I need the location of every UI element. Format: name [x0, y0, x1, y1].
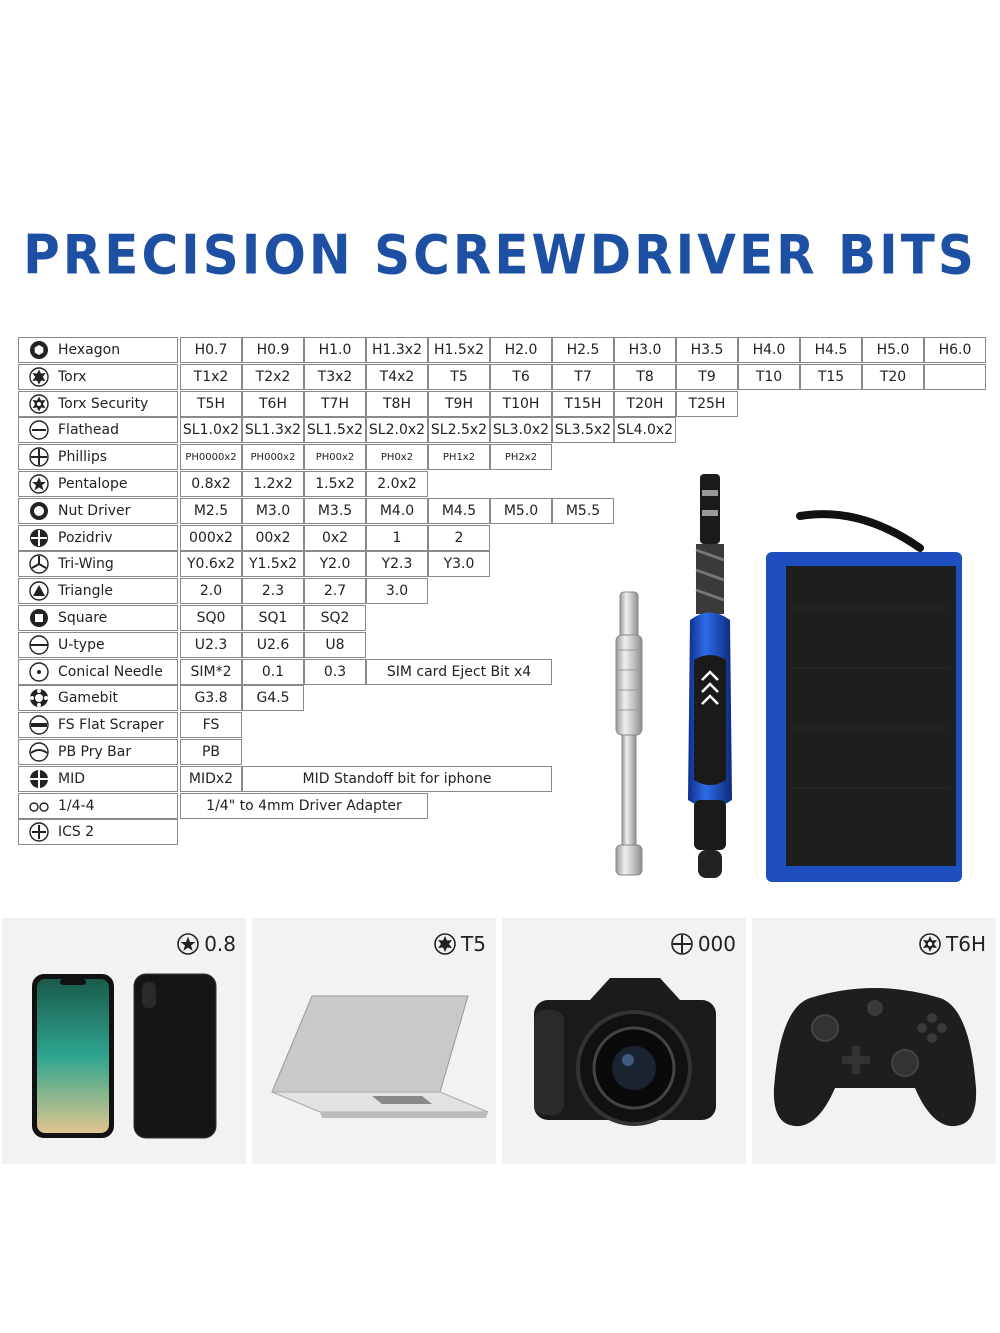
bit-size-cell: T20H: [614, 391, 676, 417]
adapter-icon: [28, 795, 50, 817]
bit-size-cell: MIDx2: [180, 766, 242, 792]
gamebit-icon: [28, 687, 50, 709]
table-row: [18, 391, 988, 418]
camera-image: [530, 970, 720, 1140]
bit-size-cell: Y2.0: [304, 551, 366, 577]
bit-type-label: [18, 578, 178, 604]
bit-type-name: Hexagon: [58, 342, 121, 358]
bit-type-name: Pentalope: [58, 476, 128, 492]
bit-size-cell: 0.8x2: [180, 471, 242, 497]
laptop-panel: [252, 918, 496, 1164]
bit-size-cell: T20: [862, 364, 924, 390]
bit-size-cell: M4.5: [428, 498, 490, 524]
bit-size-cell: H5.0: [862, 337, 924, 363]
bit-size-cell: SQ0: [180, 605, 242, 631]
iphone-image: [30, 970, 220, 1140]
panel-label: T5: [461, 932, 486, 956]
conical-needle-icon: [28, 661, 50, 683]
bit-type-name: Flathead: [58, 422, 119, 439]
bit-size-cell: 1.5x2: [304, 471, 366, 497]
bit-size-cell: H4.0: [738, 337, 800, 363]
mid-icon: [28, 768, 50, 790]
square-icon: [28, 607, 50, 629]
pentalope-icon: [28, 473, 50, 495]
bit-type-label: [18, 471, 178, 497]
bit-size-cell: U2.3: [180, 632, 242, 658]
bit-size-cell: T4x2: [366, 364, 428, 390]
bit-size-cell: SL2.5x2: [428, 417, 490, 443]
bit-size-cell: T15H: [552, 391, 614, 417]
bit-size-cell: M3.0: [242, 498, 304, 524]
bit-size-cell: H0.7: [180, 337, 242, 363]
bit-size-cell: SL1.3x2: [242, 417, 304, 443]
bit-size-cell: M3.5: [304, 498, 366, 524]
bit-note-cell: 1/4" to 4mm Driver Adapter: [180, 793, 428, 819]
bit-type-label: [18, 525, 178, 551]
bit-size-cell: SQ2: [304, 605, 366, 631]
bit-size-cell: H6.0: [924, 337, 986, 363]
bit-size-cell: T1x2: [180, 364, 242, 390]
bit-size-cell: Y3.0: [428, 551, 490, 577]
bit-size-cell: M2.5: [180, 498, 242, 524]
bit-size-cell: 2.0x2: [366, 471, 428, 497]
torx-icon: [433, 932, 457, 956]
camera-panel: [502, 918, 746, 1164]
tri-wing-icon: [28, 553, 50, 575]
bit-size-cell: 2.0: [180, 578, 242, 604]
bit-size-cell: M5.5: [552, 498, 614, 524]
u-type-icon: [28, 634, 50, 656]
bit-type-label: [18, 819, 178, 845]
bit-type-name: Conical Needle: [58, 663, 163, 680]
bit-note-cell: MID Standoff bit for iphone: [242, 766, 552, 792]
torx-security-icon: [918, 932, 942, 956]
page-title: PRECISION SCREWDRIVER BITS: [23, 223, 977, 287]
hexagon-icon: [28, 339, 50, 361]
bit-size-cell: H3.5: [676, 337, 738, 363]
bit-size-cell: T5H: [180, 391, 242, 417]
panel-label: 000: [697, 932, 736, 956]
bit-type-label: [18, 632, 178, 658]
bit-type-label: [18, 659, 178, 685]
torx-icon: [28, 366, 50, 388]
table-row: [18, 364, 988, 391]
bit-size-cell: 0.1: [242, 659, 304, 685]
iphone-panel: [2, 918, 246, 1164]
bit-size-cell: T8: [614, 364, 676, 390]
table-row: [18, 444, 988, 471]
bit-type-label: [18, 444, 178, 470]
bit-size-cell: PH0000x2: [180, 444, 242, 470]
bit-size-cell: G3.8: [180, 685, 242, 711]
bit-size-cell: Y0.6x2: [180, 551, 242, 577]
bit-type-name: Torx Security: [58, 395, 149, 412]
bit-type-label: [18, 685, 178, 711]
bit-size-cell: SL1.0x2: [180, 417, 242, 443]
game-controller-image: [770, 978, 980, 1138]
bit-size-cell: T25H: [676, 391, 738, 417]
bit-size-cell: [924, 364, 986, 390]
bit-size-cell: SL4.0x2: [614, 417, 676, 443]
bit-size-cell: H2.5: [552, 337, 614, 363]
bit-size-cell: H2.0: [490, 337, 552, 363]
pozidriv-icon: [28, 527, 50, 549]
torx-security-icon: [28, 393, 50, 415]
flathead-icon: [28, 419, 50, 441]
bit-type-label: [18, 391, 178, 417]
bit-size-cell: 0.3: [304, 659, 366, 685]
bit-type-label: [18, 551, 178, 577]
bit-size-cell: 3.0: [366, 578, 428, 604]
bit-size-cell: H1.0: [304, 337, 366, 363]
bit-size-cell: T3x2: [304, 364, 366, 390]
phillips-icon: [670, 932, 694, 956]
bit-size-cell: T2x2: [242, 364, 304, 390]
bit-size-cell: PH00x2: [304, 444, 366, 470]
bit-size-cell: U8: [304, 632, 366, 658]
bit-size-cell: 00x2: [242, 525, 304, 551]
bit-size-cell: M4.0: [366, 498, 428, 524]
bit-size-cell: SL3.5x2: [552, 417, 614, 443]
bit-type-name: Triangle: [58, 583, 113, 600]
panel-label: 0.8: [204, 932, 236, 956]
bit-type-label: [18, 498, 178, 524]
bit-size-cell: H4.5: [800, 337, 862, 363]
bit-size-cell: SL3.0x2: [490, 417, 552, 443]
bit-size-cell: H1.3x2: [366, 337, 428, 363]
bit-size-cell: G4.5: [242, 685, 304, 711]
bit-size-cell: T9H: [428, 391, 490, 417]
bit-type-name: U-type: [58, 636, 105, 653]
bit-type-label: [18, 417, 178, 443]
bit-size-cell: T10: [738, 364, 800, 390]
controller-panel: [752, 918, 996, 1164]
bit-size-cell: SL1.5x2: [304, 417, 366, 443]
bit-size-cell: SQ1: [242, 605, 304, 631]
bit-size-cell: PB: [180, 739, 242, 765]
bit-size-cell: 2.3: [242, 578, 304, 604]
carry-case-image: [760, 508, 970, 886]
bit-size-cell: PH000x2: [242, 444, 304, 470]
bit-size-cell: U2.6: [242, 632, 304, 658]
table-row: [18, 417, 988, 444]
table-row: [18, 471, 988, 498]
bit-size-cell: SIM*2: [180, 659, 242, 685]
bit-type-name: Gamebit: [58, 690, 118, 707]
bit-size-cell: 000x2: [180, 525, 242, 551]
blue-screwdriver-image: [680, 470, 740, 882]
bit-size-cell: T7H: [304, 391, 366, 417]
bit-type-label: [18, 739, 178, 765]
bit-size-cell: T15: [800, 364, 862, 390]
bit-size-cell: T5: [428, 364, 490, 390]
bit-type-label: [18, 337, 178, 363]
bit-size-cell: H3.0: [614, 337, 676, 363]
bit-type-name: Nut Driver: [58, 502, 131, 519]
fs-flat-scraper-icon: [28, 714, 50, 736]
aluminum-screwdriver-image: [606, 590, 652, 880]
laptop-image: [262, 988, 490, 1128]
bit-size-cell: H1.5x2: [428, 337, 490, 363]
bit-size-cell: M5.0: [490, 498, 552, 524]
bit-type-label: [18, 712, 178, 738]
bit-type-name: MID: [58, 770, 85, 787]
table-row: [18, 337, 988, 364]
pentalope-icon: [176, 932, 200, 956]
bit-size-cell: 2: [428, 525, 490, 551]
bit-size-cell: PH2x2: [490, 444, 552, 470]
bit-size-cell: 1: [366, 525, 428, 551]
bit-type-label: [18, 766, 178, 792]
bit-note-cell: SIM card Eject Bit x4: [366, 659, 552, 685]
bit-size-cell: Y2.3: [366, 551, 428, 577]
bit-size-cell: T7: [552, 364, 614, 390]
bit-type-label: [18, 793, 178, 819]
bit-size-cell: SL2.0x2: [366, 417, 428, 443]
phillips-icon: [28, 446, 50, 468]
bit-type-name: Torx: [58, 368, 87, 385]
ics-icon: [28, 821, 50, 843]
bit-size-cell: T10H: [490, 391, 552, 417]
panel-label: T6H: [946, 932, 986, 956]
bit-size-cell: FS: [180, 712, 242, 738]
bit-type-name: Square: [58, 610, 108, 626]
bit-size-cell: 1.2x2: [242, 471, 304, 497]
bit-size-cell: T8H: [366, 391, 428, 417]
bit-type-name: Phillips: [58, 449, 108, 466]
nut-driver-icon: [28, 500, 50, 522]
bit-type-name: 1/4-4: [58, 797, 95, 814]
bit-size-cell: T9: [676, 364, 738, 390]
bit-type-name: PB Pry Bar: [58, 744, 132, 760]
bit-type-name: ICS 2: [58, 824, 95, 841]
bit-size-cell: PH1x2: [428, 444, 490, 470]
bit-size-cell: PH0x2: [366, 444, 428, 470]
bit-size-cell: Y1.5x2: [242, 551, 304, 577]
pb-pry-bar-icon: [28, 741, 50, 763]
bit-size-cell: 2.7: [304, 578, 366, 604]
bit-type-label: [18, 364, 178, 390]
bit-size-cell: T6H: [242, 391, 304, 417]
bit-type-label: [18, 605, 178, 631]
bit-type-name: Tri-Wing: [58, 556, 114, 573]
bit-type-name: Pozidriv: [58, 529, 113, 546]
bit-size-cell: 0x2: [304, 525, 366, 551]
bit-size-cell: H0.9: [242, 337, 304, 363]
bit-size-cell: T6: [490, 364, 552, 390]
bit-type-name: FS Flat Scraper: [58, 717, 164, 734]
triangle-icon: [28, 580, 50, 602]
